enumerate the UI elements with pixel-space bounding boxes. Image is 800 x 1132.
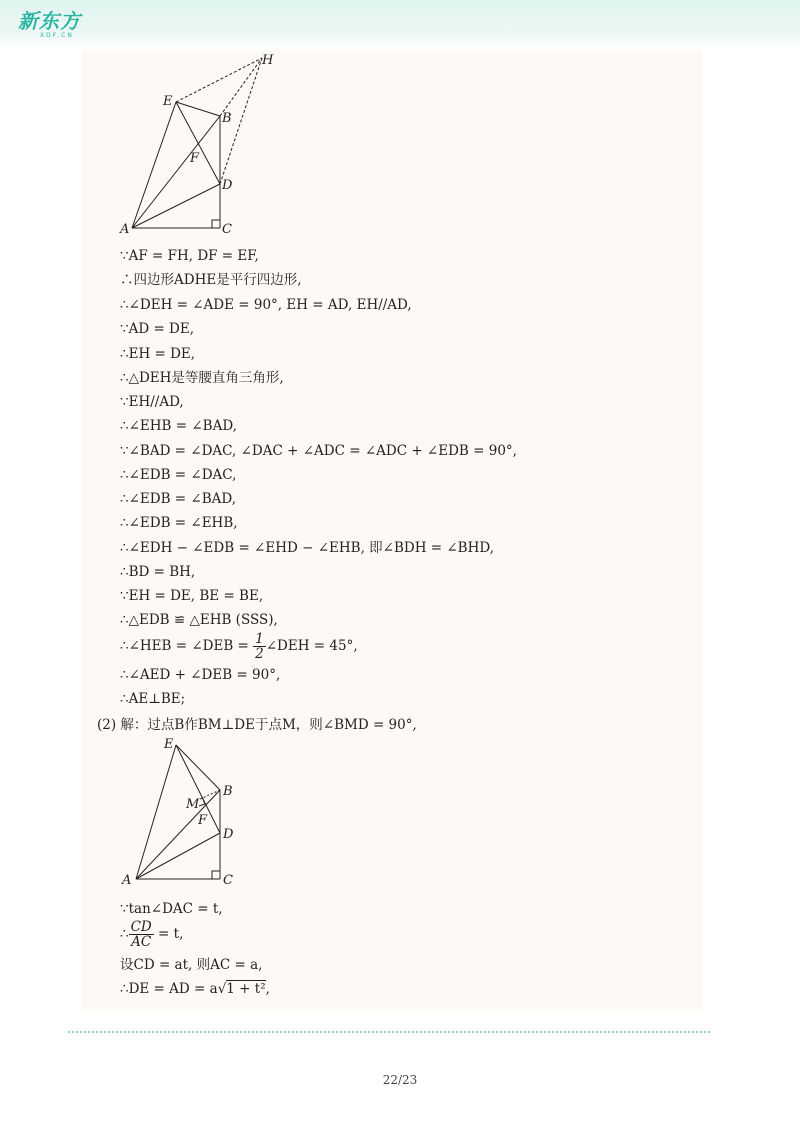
proof-line: ∴△DEH是等腰直角三角形,	[120, 370, 284, 386]
fraction-numerator: CD	[130, 919, 152, 935]
proof-line: ∴∠EDB = ∠BAD,	[120, 491, 237, 507]
line-suffix: = t,	[153, 926, 184, 942]
label-e: E	[163, 94, 173, 109]
solution-line-sqrt	[120, 980, 270, 998]
proof-line: ∵EH = DE, BE = BE,	[120, 588, 264, 604]
line-prefix: ∴∠HEB = ∠DEB =	[120, 638, 254, 654]
label-a: A	[122, 873, 132, 888]
proof-line-fraction	[120, 632, 358, 661]
proof-line: ∴∠DEH = ∠ADE = 90°, EH = AD, EH//AD,	[120, 297, 412, 313]
proof-line: ∴∠EDH − ∠EDB = ∠EHD − ∠EHB, 即∠BDH = ∠BHD,	[120, 540, 495, 556]
right-angle-mark-c	[212, 871, 220, 879]
label-m: M	[186, 797, 200, 812]
label-c: C	[223, 873, 233, 888]
proof-line: ∴∠AED + ∠DEB = 90°,	[120, 667, 281, 683]
line-suffix: ∠DEH = 45°,	[265, 638, 358, 654]
line-prefix: ∴	[120, 926, 129, 942]
segment-ab	[132, 116, 220, 228]
logo-text: 新东方	[18, 9, 81, 33]
segment-ab	[136, 790, 220, 879]
segment-ad	[136, 833, 220, 879]
segment-ae	[136, 745, 176, 879]
proof-line: ∴AE⊥BE;	[120, 691, 186, 707]
segment-eh	[176, 58, 262, 102]
proof-line: ∴∠EDB = ∠DAC,	[120, 467, 237, 483]
proof-line: ∴∠EHB = ∠BAD,	[120, 418, 237, 434]
proof-line: ∴BD = BH,	[120, 564, 196, 580]
page-number: 22/23	[382, 1073, 418, 1087]
line-prefix: ∴DE = AD = a	[120, 981, 218, 997]
label-h: H	[262, 53, 274, 68]
proof-line: ∴∠EDB = ∠EHB,	[120, 515, 238, 531]
dotted-divider	[68, 1031, 710, 1033]
proof-line: ∴△EDB ≌ △EHB (SSS),	[120, 612, 278, 628]
label-e: E	[164, 737, 174, 752]
label-f: F	[198, 813, 208, 828]
label-b: B	[222, 111, 232, 126]
sqrt-symbol: √	[217, 981, 227, 997]
proof-line: ∵∠BAD = ∠DAC, ∠DAC + ∠ADC = ∠ADC + ∠EDB = 90°,	[120, 443, 517, 459]
xdf-logo	[18, 10, 81, 39]
label-d: D	[223, 827, 234, 842]
proof-line: ∵AD = DE,	[120, 321, 195, 337]
part-2-heading: (2) 解：过点B作BM⊥DE于点M，则∠BMD = 90°,	[97, 717, 417, 733]
label-a: A	[120, 222, 130, 237]
label-b: B	[223, 784, 233, 799]
solution-line-fraction	[120, 920, 183, 949]
fraction-denominator: 2	[255, 646, 264, 662]
segment-bh	[220, 58, 262, 116]
label-c: C	[222, 222, 232, 237]
page-header	[0, 0, 800, 50]
label-f: F	[190, 151, 200, 166]
fraction-numerator: 1	[255, 631, 264, 647]
geometry-figure-2	[110, 730, 250, 890]
label-d: D	[222, 178, 233, 193]
line-suffix: ,	[265, 981, 270, 997]
segment-eb	[176, 745, 220, 790]
geometry-figure-1	[110, 50, 290, 240]
fraction-one-half	[253, 632, 266, 661]
logo-subtext: XDF.CN	[40, 32, 74, 39]
fraction-denominator: AC	[131, 934, 152, 950]
right-angle-mark	[212, 220, 220, 228]
proof-line: ∴四边形ADHE是平行四边形,	[120, 272, 302, 288]
proof-line: ∵EH//AD,	[120, 394, 184, 410]
solution-line: ∵tan∠DAC = t,	[120, 901, 223, 917]
solution-line: 设CD = at, 则AC = a,	[120, 957, 263, 973]
proof-line: ∵AF = FH, DF = EF,	[120, 248, 259, 264]
right-angle-mark-m	[199, 797, 205, 806]
fraction-cd-over-ac	[129, 920, 154, 949]
proof-line: ∴EH = DE,	[120, 346, 196, 362]
sqrt-radicand: 1 + t²	[226, 981, 266, 997]
